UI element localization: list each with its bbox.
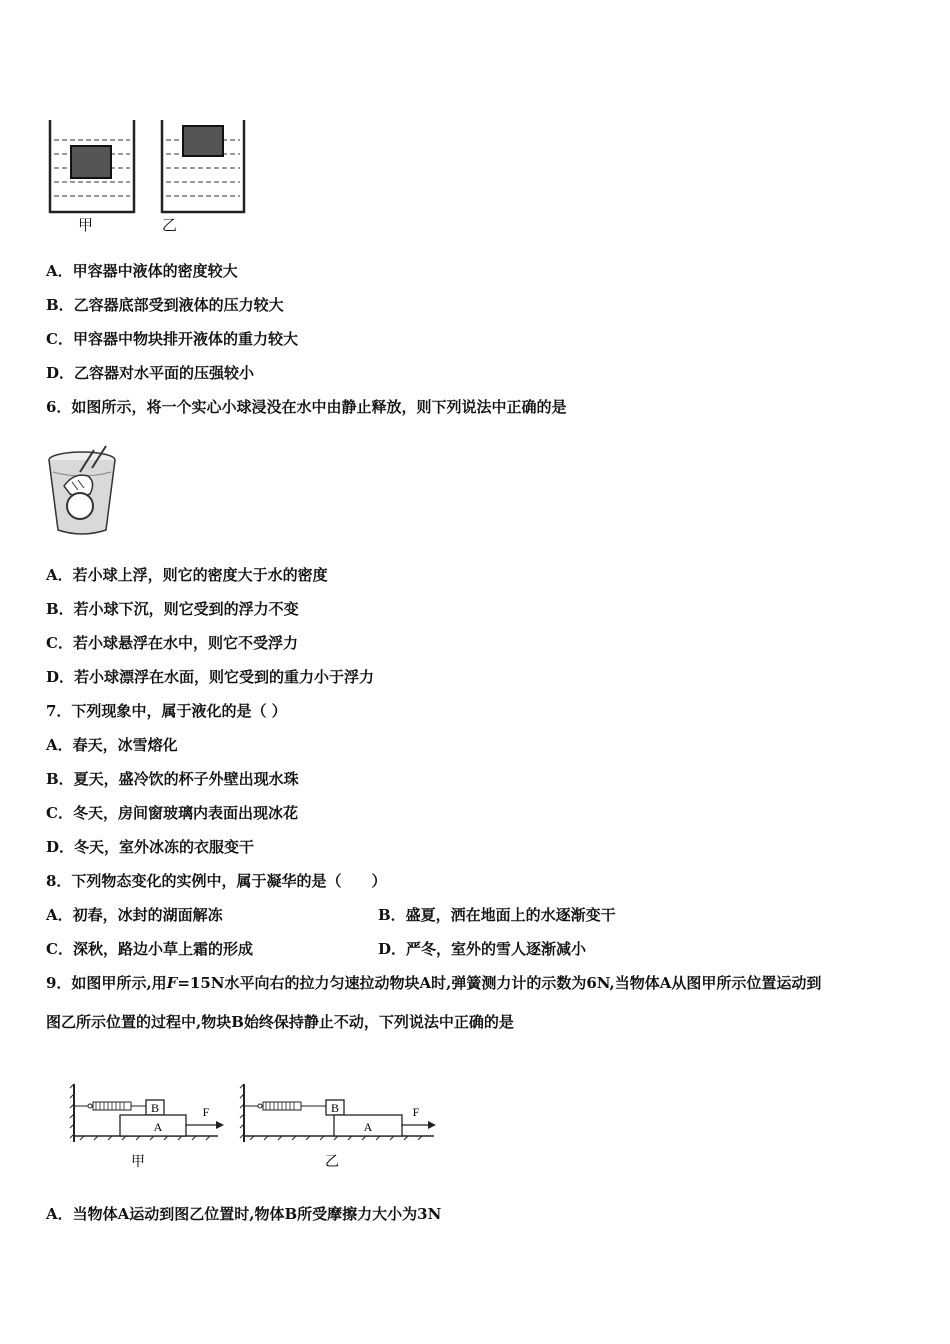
- block-b-label-yi: B: [330, 1101, 340, 1115]
- force-label-jia: F: [202, 1105, 210, 1119]
- q9-stem-line2: 图乙所示位置的过程中,物块B始终保持静止不动，下列说法中正确的是: [46, 1013, 514, 1031]
- fig5-label-yi: 乙: [162, 216, 178, 234]
- panel-jia: [70, 1084, 224, 1142]
- block-a-label-yi: A: [363, 1120, 373, 1134]
- q8-option-c: C．深秋，路边小草上霜的形成: [46, 940, 253, 958]
- q5-option-c: C．甲容器中物块排开液体的重力较大: [46, 330, 298, 348]
- container-yi: [162, 120, 244, 212]
- containers-figure: [44, 112, 254, 238]
- q8-option-b: B．盛夏，洒在地面上的水逐渐变干: [378, 906, 616, 924]
- q9-stem: [46, 973, 821, 993]
- q8-option-d: D．严冬，室外的雪人逐渐减小: [378, 940, 587, 958]
- q8-option-a: A．初春，冰封的湖面解冻: [46, 906, 223, 924]
- force-label-yi: F: [412, 1105, 420, 1119]
- fig9-label-yi: 乙: [325, 1154, 339, 1170]
- q7-option-b: B．夏天，盛冷饮的杯子外壁出现水珠: [46, 770, 299, 788]
- q6-stem: 6．如图所示，将一个实心小球浸没在水中由静止释放，则下列说法中正确的是: [46, 398, 567, 416]
- q5-option-a: A．甲容器中液体的密度较大: [46, 262, 238, 280]
- q9-stem-var: F: [166, 974, 178, 992]
- q8-stem: 8．下列物态变化的实例中，属于凝华的是（ ）: [46, 872, 387, 890]
- cup-ball-figure: [44, 442, 124, 542]
- q6-option-c: C．若小球悬浮在水中，则它不受浮力: [46, 634, 298, 652]
- container-jia: [50, 120, 134, 212]
- q5-option-d: D．乙容器对水平面的压强较小: [46, 364, 255, 382]
- q9-stem-post: =15N水平向右的拉力匀速拉动物块A时,弹簧测力计的示数为6N,当物体A从图甲所示位置运动到: [177, 974, 822, 992]
- q7-stem: 7．下列现象中，属于液化的是（ ）: [46, 702, 287, 720]
- block-a-label-jia: A: [153, 1120, 163, 1134]
- block-b-label-jia: B: [150, 1101, 160, 1115]
- q7-option-d: D．冬天，室外冰冻的衣服变干: [46, 838, 255, 856]
- q7-option-c: C．冬天，房间窗玻璃内表面出现冰花: [46, 804, 298, 822]
- q6-option-a: A．若小球上浮，则它的密度大于水的密度: [46, 566, 328, 584]
- q7-option-a: A．春天，冰雪熔化: [46, 736, 178, 754]
- fig9-label-jia: 甲: [131, 1154, 145, 1170]
- q5-option-b: B．乙容器底部受到液体的压力较大: [46, 296, 284, 314]
- q9-stem-pre: 9．如图甲所示,用: [46, 974, 167, 992]
- q9-option-a: A．当物体A运动到图乙位置时,物体B所受摩擦力大小为3N: [46, 1205, 442, 1223]
- q6-option-b: B．若小球下沉，则它受到的浮力不变: [46, 600, 299, 618]
- fig5-label-jia: 甲: [78, 216, 94, 234]
- spring-block-figure: [66, 1078, 446, 1170]
- q6-option-d: D．若小球漂浮在水面，则它受到的重力小于浮力: [46, 668, 375, 686]
